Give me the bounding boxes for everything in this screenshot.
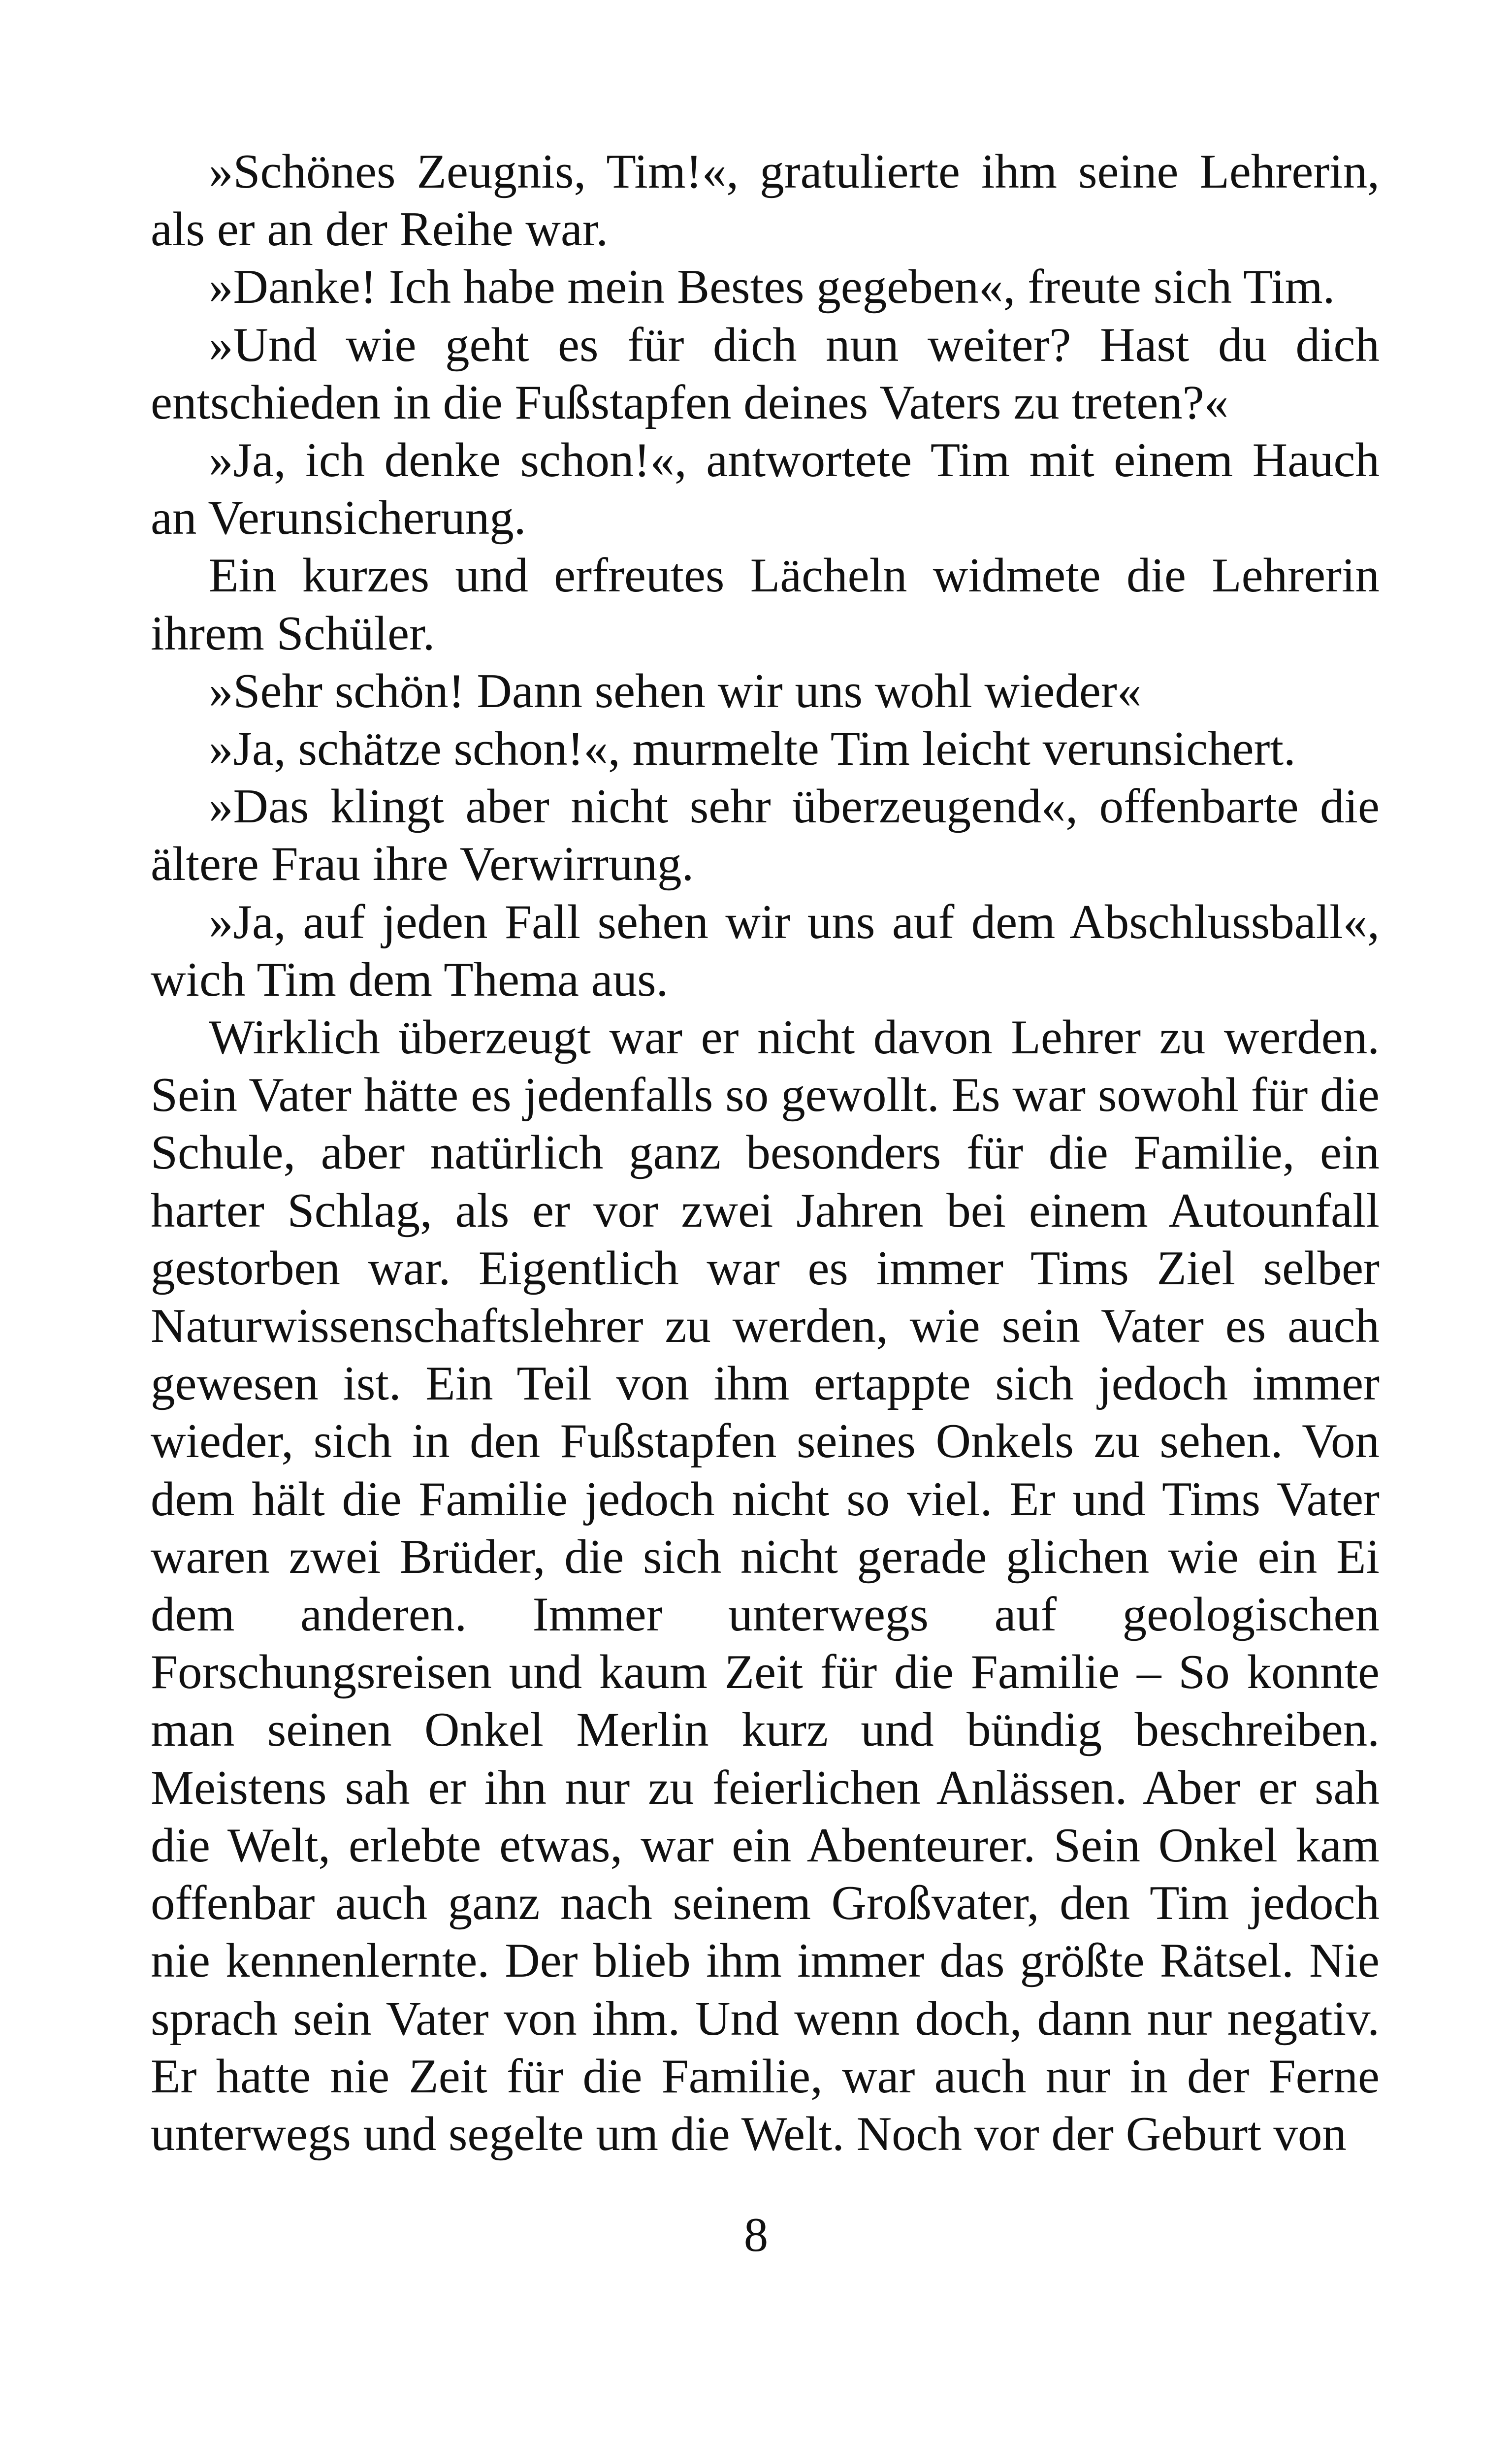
paragraph-dialogue-murmur: »Ja, schätze schon!«, murmelte Tim leicht verunsichert. — [209, 722, 1296, 776]
paragraph-dialogue-congratulation: »Schönes Zeugnis, Tim!«, gratulierte ihm seine Lehrerin, als er an der Reihe war. — [151, 145, 1380, 257]
paragraph-dialogue-graduation-ball: »Ja, auf jeden Fall sehen wir uns auf dem Abschlussball«, wich Tim dem Thema aus. — [151, 895, 1380, 1007]
page-number: 8 — [743, 2208, 769, 2262]
paragraph-dialogue-thanks: »Danke! Ich habe mein Bestes gegeben«, freute sich Tim. — [209, 260, 1335, 314]
paragraph-narration-family: Wirklich überzeugt war er nicht davon Lehrer zu werden. Sein Vater hätte es jedenfalls so gewollt. Es war sowohl für die Schule, aber natürlich ganz besonders für die Familie, ein harter Schlag, als er vor zwei Jahren bei einem Autounfall gestorben war. Eigentlich war es immer Tims Ziel selber Naturwissenschaftslehrer zu werden, wie sein Vater es auch gewesen ist. Ein Teil von ihm ertappte sich jedoch immer wieder, sich in den Fußstapfen seines Onkels zu sehen. Von dem hält die Familie jedoch nicht so viel. Er und Tims Vater waren zwei Brüder, die sich nicht gerade glichen wie ein Ei dem anderen. Immer unterwegs auf geologischen Forschungsreisen und kaum Zeit für die Familie – So konnte man seinen Onkel Merlin kurz und bündig beschreiben. Meistens sah er ihn nur zu feierlichen Anlässen. Aber er sah die Welt, erlebte etwas, war ein Abenteurer. Sein Onkel kam offenbar auch ganz nach seinem Großvater, den Tim jedoch nie kennenlernte. Der blieb ihm immer das größte Rätsel. Nie sprach sein Vater von ihm. Und wenn doch, dann nur negativ. Er hatte nie Zeit für die Familie, war auch nur in der Ferne unterwegs und segelte um die Welt. Noch vor der Geburt von — [151, 1010, 1380, 2161]
paragraph-dialogue-question: »Und wie geht es für dich nun weiter? Hast du dich entschieden in die Fußstapfen deines Vaters zu treten?« — [151, 318, 1380, 429]
paragraph-dialogue-answer: »Ja, ich denke schon!«, antwortete Tim mit einem Hauch an Verunsicherung. — [151, 433, 1380, 545]
paragraph-dialogue-confusion: »Das klingt aber nicht sehr überzeugend«, offenbarte die ältere Frau ihre Verwirrung. — [151, 780, 1380, 891]
paragraph-narration-smile: Ein kurzes und erfreutes Lächeln widmete die Lehrerin ihrem Schüler. — [151, 549, 1380, 660]
body-text — [151, 143, 1380, 2163]
paragraph-dialogue-see-you: »Sehr schön! Dann sehen wir uns wohl wieder« — [209, 664, 1142, 718]
